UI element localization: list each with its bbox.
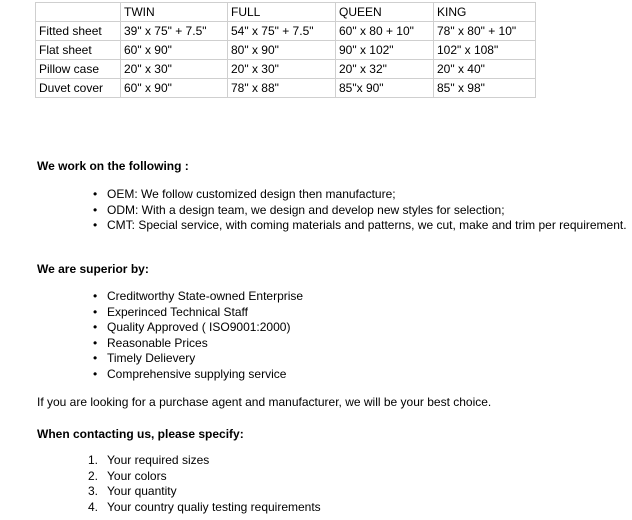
bullet-icon: • — [93, 320, 98, 334]
list-number: 3. — [88, 484, 99, 498]
superior-list-item — [93, 305, 303, 321]
contact-list-item-text: Your country qualiy testing requirements — [107, 499, 321, 514]
contact-heading: When contacting us, please specify: — [37, 427, 244, 441]
superior-heading: We are superior by: — [37, 262, 149, 276]
table-cell: 102" x 108" — [434, 41, 536, 60]
bullet-icon: • — [93, 304, 98, 319]
contact-list-item — [88, 453, 321, 469]
work-list — [93, 187, 627, 234]
work-list-item — [93, 218, 627, 234]
table-row — [36, 60, 536, 79]
superior-list-item-text: Comprehensive supplying service — [107, 366, 287, 381]
bullet-icon: • — [93, 351, 98, 365]
superior-list-item — [93, 289, 303, 305]
closing-text: If you are looking for a purchase agent and manufacturer, we will be your best choice. — [37, 395, 492, 409]
work-list-item-text: CMT: Special service, with coming materials and patterns, we cut, make and trim per requirement. — [107, 218, 627, 232]
table-row-label: Flat sheet — [36, 41, 121, 60]
table-cell: 20" x 32" — [336, 60, 434, 79]
superior-list-item-text: Quality Approved ( ISO9001:2000) — [107, 320, 291, 334]
table-header-cell — [36, 3, 121, 22]
contact-list-item — [88, 500, 321, 516]
superior-list-item-text: Timely Delievery — [107, 351, 196, 365]
table-cell: 60" x 90" — [121, 79, 228, 98]
work-list-item-text: OEM: We follow customized design then manufacture; — [107, 187, 396, 201]
bullet-icon: • — [93, 218, 98, 232]
table-row — [36, 41, 536, 60]
table-cell: 54" x 75" + 7.5" — [228, 22, 336, 41]
table-row-label: Pillow case — [36, 60, 121, 79]
bullet-icon: • — [93, 335, 98, 350]
table-header-cell: QUEEN — [336, 3, 434, 22]
table-cell: 78" x 80" + 10" — [434, 22, 536, 41]
bullet-icon: • — [93, 202, 98, 217]
table-row — [36, 22, 536, 41]
list-number: 4. — [88, 499, 99, 514]
bullet-icon: • — [93, 187, 98, 201]
table-row-label: Fitted sheet — [36, 22, 121, 41]
table-row-label: Duvet cover — [36, 79, 121, 98]
table-cell: 85" x 98" — [434, 79, 536, 98]
superior-list-item — [93, 320, 303, 336]
table-cell: 60" x 80 + 10" — [336, 22, 434, 41]
superior-list-item — [93, 336, 303, 352]
table-header-cell: FULL — [228, 3, 336, 22]
list-number: 2. — [88, 468, 99, 483]
superior-list — [93, 289, 303, 382]
superior-list-item-text: Creditworthy State-owned Enterprise — [107, 289, 304, 303]
contact-list-item — [88, 484, 321, 500]
list-number: 1. — [88, 453, 99, 467]
table-cell: 80" x 90" — [228, 41, 336, 60]
work-heading: We work on the following : — [37, 159, 189, 173]
contact-list-item-text: Your quantity — [107, 484, 177, 498]
superior-list-item — [93, 367, 303, 383]
work-list-item-text: ODM: With a design team, we design and develop new styles for selection; — [107, 202, 505, 217]
contact-list — [88, 453, 321, 515]
bullet-icon: • — [93, 366, 98, 381]
table-header-cell: KING — [434, 3, 536, 22]
contact-list-item-text: Your colors — [107, 468, 167, 483]
superior-list-item-text: Reasonable Prices — [107, 335, 208, 350]
bullet-icon: • — [93, 289, 98, 303]
table-cell: 85"x 90" — [336, 79, 434, 98]
table-header-row — [36, 3, 536, 22]
table-cell: 20" x 30" — [228, 60, 336, 79]
work-list-item — [93, 203, 627, 219]
table-cell: 20" x 40" — [434, 60, 536, 79]
size-table — [35, 2, 536, 98]
table-header-cell: TWIN — [121, 3, 228, 22]
table-cell: 60" x 90" — [121, 41, 228, 60]
table-cell: 90" x 102" — [336, 41, 434, 60]
superior-list-item-text: Experinced Technical Staff — [107, 304, 248, 319]
table-row — [36, 79, 536, 98]
contact-list-item-text: Your required sizes — [107, 453, 210, 467]
contact-list-item — [88, 469, 321, 485]
work-list-item — [93, 187, 627, 203]
table-cell: 78" x 88" — [228, 79, 336, 98]
table-cell: 20" x 30" — [121, 60, 228, 79]
superior-list-item — [93, 351, 303, 367]
table-cell: 39" x 75" + 7.5" — [121, 22, 228, 41]
